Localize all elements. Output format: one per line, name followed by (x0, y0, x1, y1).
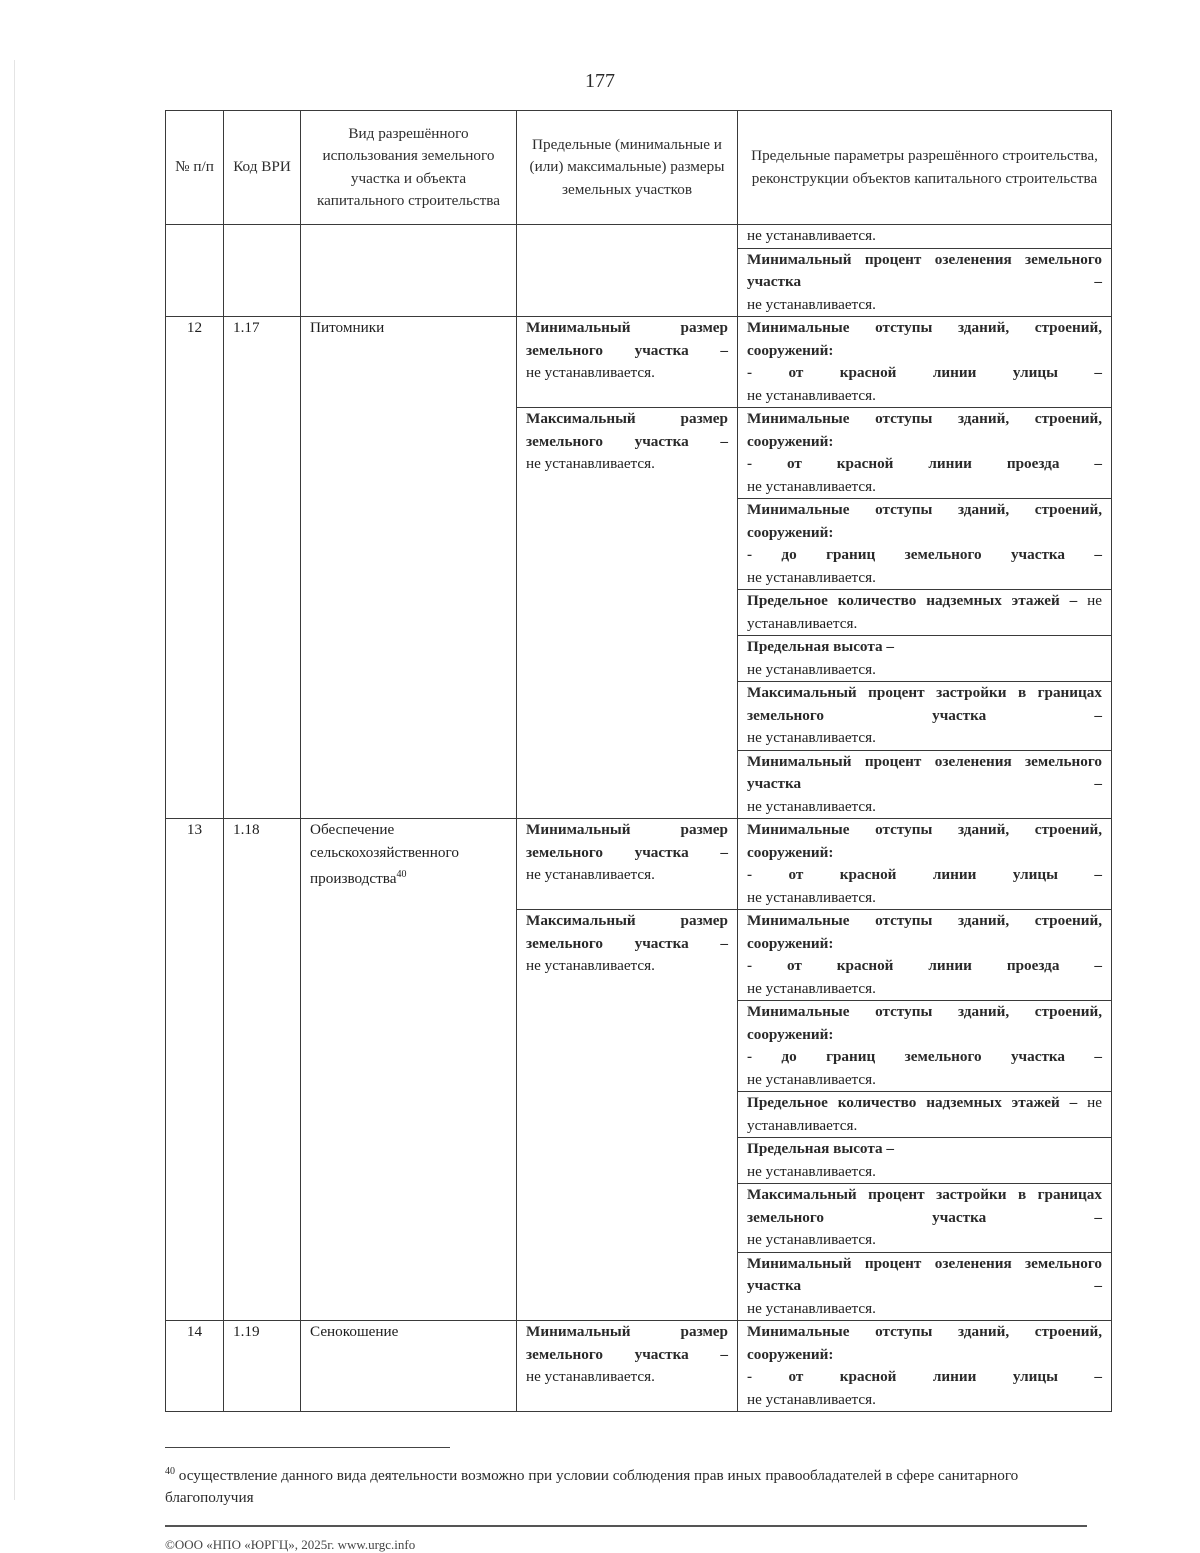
row-number: 13 (166, 819, 224, 1321)
row-name: Сенокошение (301, 1321, 517, 1412)
table-row (166, 819, 1112, 910)
size-min: Минимальный размер земельного участка – не устанавливается. (517, 317, 738, 408)
table-row (166, 1321, 1112, 1412)
param-floors: Предельное количество надземных этажей – не устанавливается. (738, 590, 1112, 636)
size-min: Минимальный размер земельного участка – не устанавливается. (517, 1321, 738, 1412)
param-setback-street: Минимальные отступы зданий, строений, сооружений: - от красной линии улицы – не устанавливается. (738, 1321, 1112, 1412)
size-max: Максимальный размер земельного участка – не устанавливается. (517, 910, 738, 1321)
row-code: 1.19 (224, 1321, 301, 1412)
header-code: Код ВРИ (224, 111, 301, 225)
param-min-green: Минимальный процент озеленения земельного участка – не устанавливается. (738, 750, 1112, 819)
param-height: Предельная высота – не устанавливается. (738, 1138, 1112, 1184)
header-no: № п/п (166, 111, 224, 225)
param-setback-border: Минимальные отступы зданий, строений, сооружений: - до границ земельного участка – не устанавливается. (738, 1001, 1112, 1092)
row-number: 12 (166, 317, 224, 819)
param-setback-passage: Минимальные отступы зданий, строений, сооружений: - от красной линии проезда – не устанавливается. (738, 910, 1112, 1001)
param-setback-passage: Минимальные отступы зданий, строений, сооружений: - от красной линии проезда – не устанавливается. (738, 408, 1112, 499)
row-name: Питомники (301, 317, 517, 819)
scan-edge (14, 60, 15, 1500)
header-size: Предельные (минимальные и (или) максимальные) размеры земельных участков (517, 111, 738, 225)
footnote-number: 40 (165, 1466, 175, 1477)
param-setback-border: Минимальные отступы зданий, строений, сооружений: - до границ земельного участка – не устанавливается. (738, 499, 1112, 590)
footer-copyright: ©ООО «НПО «ЮРГЦ», 2025г. www.urgc.info (165, 1537, 416, 1552)
param-floors: Предельное количество надземных этажей – не устанавливается. (738, 1092, 1112, 1138)
param-min-green: Минимальный процент озеленения земельного участка – не устанавливается. (738, 1252, 1112, 1321)
param-max-coverage: Максимальный процент застройки в границах земельного участка – не устанавливается. (738, 1184, 1112, 1253)
table-row (166, 317, 1112, 408)
row-code: 1.18 (224, 819, 301, 1321)
param-setback-street: Минимальные отступы зданий, строений, сооружений: - от красной линии улицы – не устанавливается. (738, 819, 1112, 910)
footnote-text: осуществление данного вида деятельности возможно при условии соблюдения прав иных правообладателей в сфере санитарного благополучия (165, 1467, 1019, 1507)
regulations-table (165, 110, 1112, 1412)
size-max: Максимальный размер земельного участка – не устанавливается. (517, 408, 738, 819)
footnote-ref: 40 (396, 869, 407, 880)
row-code: 1.17 (224, 317, 301, 819)
param-cell: не устанавливается. (738, 225, 1112, 249)
param-min-green: Минимальный процент озеленения земельного участка – не устанавливается. (738, 248, 1112, 317)
row-name: Обеспечение сельскохозяйственного производства$^{40}$ (301, 819, 517, 1321)
table-row (166, 225, 1112, 249)
table-header-row (166, 111, 1112, 225)
footnote-divider (165, 1447, 450, 1448)
page-number: 177 (585, 70, 615, 92)
param-setback-street: Минимальные отступы зданий, строений, сооружений: - от красной линии улицы – не устанавливается. (738, 317, 1112, 408)
row-number: 14 (166, 1321, 224, 1412)
header-type: Вид разрешённого использования земельного участка и объекта капитального строительства (301, 111, 517, 225)
footer-divider (165, 1525, 1087, 1527)
header-params: Предельные параметры разрешённого строительства, реконструкции объектов капитального строительства (738, 111, 1112, 225)
param-height: Предельная высота – не устанавливается. (738, 636, 1112, 682)
footnote (165, 1461, 1065, 1509)
size-min: Минимальный размер земельного участка – не устанавливается. (517, 819, 738, 910)
param-max-coverage: Максимальный процент застройки в границах земельного участка – не устанавливается. (738, 682, 1112, 751)
